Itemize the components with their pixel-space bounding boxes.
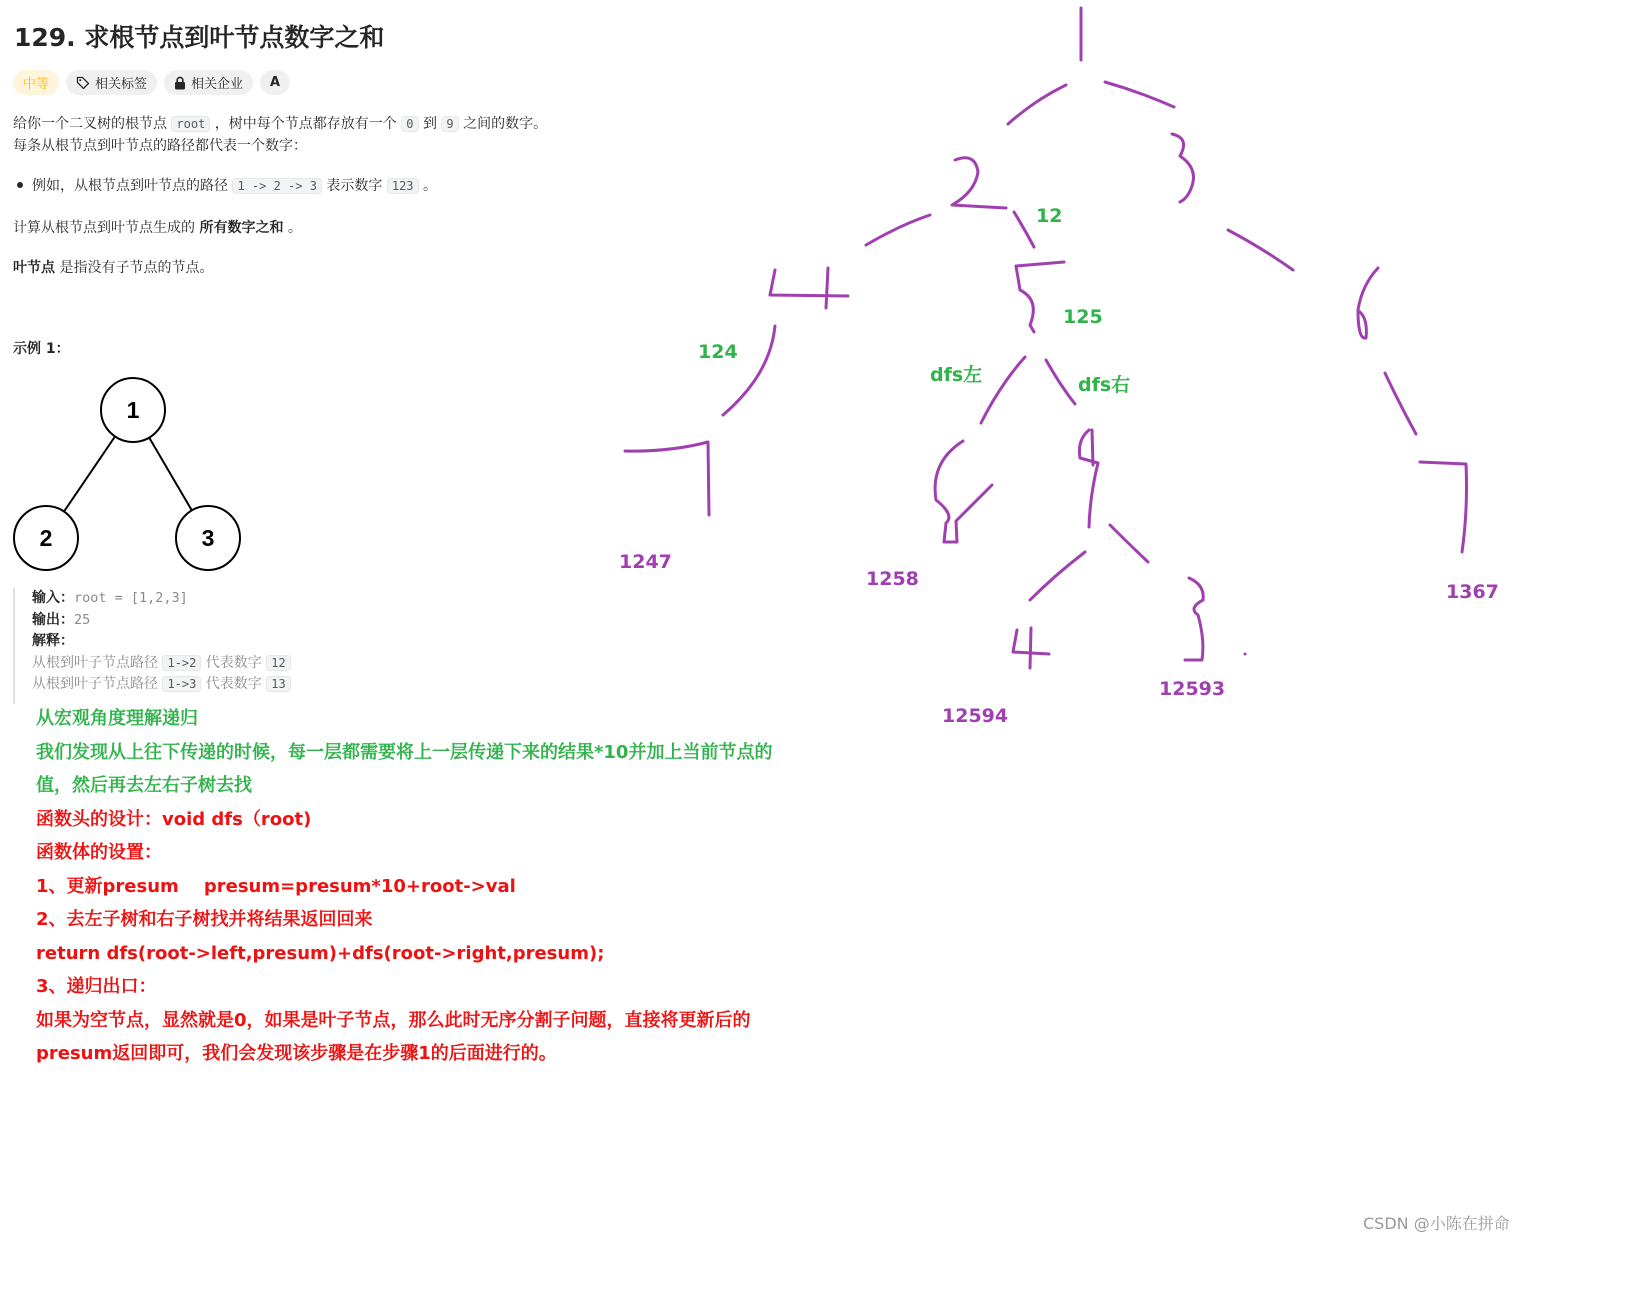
note-line: 函数体的设置：: [36, 842, 162, 863]
hw-stroke: [981, 357, 1025, 423]
task-text: 计算从根节点到叶节点生成的: [13, 220, 200, 236]
note-line: 我们发现从上往下传递的时候，每一层都需要将上一层传递下来的结果*10并加上当前节点的: [36, 741, 773, 763]
output-label: 输出：: [32, 611, 74, 628]
related-companies-label: 相关企业: [191, 77, 244, 92]
label-leaf-1258: 1258: [866, 568, 919, 590]
label-leaf-12594: 12594: [942, 705, 1009, 727]
hw-digit-9: [1092, 430, 1093, 465]
hw-stroke: [1385, 373, 1416, 434]
hw-digit-9: [1079, 430, 1098, 527]
code-zero: 0: [401, 116, 418, 132]
related-tags-label: 相关标签: [95, 77, 148, 92]
code-nine: 9: [441, 116, 458, 132]
explain-path: 1->2: [162, 655, 201, 671]
hw-digit-7: [1420, 462, 1467, 552]
hw-digit-7: [625, 442, 709, 515]
output-value: 25: [74, 611, 91, 628]
label-leaf-12593: 12593: [1159, 678, 1226, 700]
note-line: presum返回即可，我们会发现该步骤是在步骤1的后面进行的。: [36, 1043, 557, 1064]
tree-node-right-value: 3: [201, 525, 215, 551]
hw-stroke: [1030, 552, 1085, 600]
desc-line-2: 每条从根节点到叶节点的路径都代表一个数字：: [13, 138, 307, 154]
csdn-watermark: CSDN @小陈在拼命: [1363, 1214, 1510, 1233]
input-value: root = [1,2,3]: [74, 590, 188, 606]
explain-label: 解释：: [32, 633, 74, 649]
difficulty-badge[interactable]: 中等: [13, 70, 59, 95]
example-label: 示例 1：: [13, 341, 70, 357]
note-line: 3、递归出口：: [36, 976, 157, 997]
hw-stroke: [1105, 82, 1174, 107]
label-leaf-1247: 1247: [619, 551, 672, 573]
task-bold: 所有数字之和: [199, 220, 284, 236]
hw-digit-4: [770, 270, 848, 296]
code-number: 123: [387, 178, 419, 194]
bullet-text: 表示数字: [321, 178, 387, 194]
desc-text: 之间的数字。: [458, 116, 548, 132]
explain-text: 代表数字: [201, 676, 267, 692]
bullet-text: 例如，从根节点到叶节点的路径: [32, 178, 233, 194]
hw-stroke: [866, 215, 930, 245]
label-path-12: 12: [1036, 205, 1063, 227]
input-label: 输入：: [32, 590, 74, 606]
hw-stroke: [1046, 360, 1075, 404]
tree-node-root-value: 1: [126, 397, 140, 423]
note-line: 2、去左子树和右子树找并将结果返回回来: [36, 909, 373, 930]
hw-stroke: [1008, 85, 1066, 124]
bullet-text: 。: [418, 178, 437, 194]
task-text: 。: [283, 220, 302, 236]
explain-number: 13: [266, 676, 290, 692]
note-line: 函数头的设计：void dfs（root): [36, 808, 312, 830]
hw-digit-4: [1030, 628, 1031, 668]
explain-path: 1->3: [162, 676, 201, 692]
leaf-bold: 叶节点: [13, 260, 55, 276]
hw-stroke: [1014, 212, 1034, 247]
code-root: root: [171, 116, 210, 132]
hw-digit-3: [1172, 134, 1194, 202]
hw-dot: [1244, 653, 1247, 656]
label-path-124: 124: [698, 341, 738, 363]
label-dfs-left: dfs左: [930, 364, 983, 386]
hw-stroke: [723, 326, 775, 415]
problem-title: 129. 求根节点到叶节点数字之和: [14, 23, 385, 52]
hw-digit-5: [1016, 262, 1064, 332]
hw-digit-3: [1185, 578, 1203, 660]
note-line: 从宏观角度理解递归: [36, 708, 198, 729]
explain-text: 从根到叶子节点路径: [32, 654, 163, 671]
desc-text: 到: [418, 116, 442, 132]
hw-stroke: [1110, 525, 1148, 562]
explain-text: 从根到叶子节点路径: [32, 676, 163, 692]
explain-text: 代表数字: [201, 654, 267, 671]
note-line: 如果为空节点，显然就是0，如果是叶子节点，那么此时无序分割子问题，直接将更新后的: [36, 1009, 751, 1031]
translate-icon: A: [270, 75, 281, 90]
label-dfs-right: dfs右: [1078, 374, 1131, 396]
note-line: 1、更新presum presum=presum*10+root->val: [36, 875, 516, 897]
hw-digit-6: [1358, 268, 1378, 338]
tree-node-left-value: 2: [39, 525, 53, 551]
note-line: 值，然后再去左右子树去找: [36, 775, 252, 796]
explain-number: 12: [266, 655, 290, 671]
label-leaf-1367: 1367: [1446, 581, 1499, 603]
desc-text: ，树中每个节点都存放有一个: [210, 116, 402, 132]
label-path-125: 125: [1063, 306, 1103, 328]
hw-stroke: [1228, 230, 1293, 270]
code-path: 1 -> 2 -> 3: [232, 178, 321, 194]
leaf-text: 是指没有子节点的节点。: [55, 260, 214, 276]
desc-text: 给你一个二叉树的根节点: [13, 116, 172, 132]
hw-digit-8: [935, 441, 992, 542]
hw-digit-4: [826, 268, 828, 308]
hw-digit-2: [952, 158, 1006, 208]
note-line: return dfs(root->left,presum)+dfs(root->right,presum);: [36, 942, 605, 964]
